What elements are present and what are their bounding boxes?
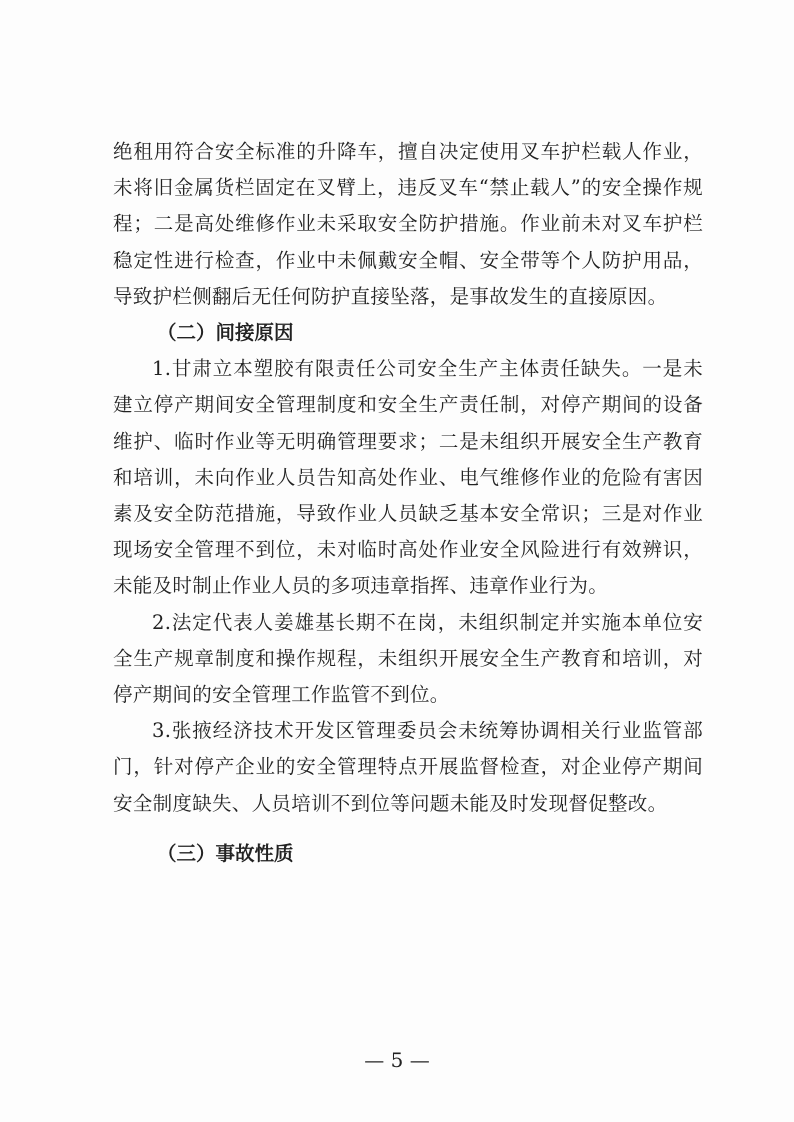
- document-body: [113, 134, 703, 872]
- paragraph-item-3: 3.张掖经济技术开发区管理委员会未统筹协调相关行业监管部门，针对停产企业的安全管理特点开展监督检查，对企业停产期间安全制度缺失、人员培训不到位等问题未能及时发现督促整改。: [113, 719, 703, 815]
- paragraph-item-1: 1.甘肃立本塑胶有限责任公司安全生产主体责任缺失。一是未建立停产期间安全管理制度和安全生产责任制，对停产期间的设备维护、临时作业等无明确管理要求；二是未组织开展安全生产教育和培训，未向作业人员告知高处作业、电气维修作业的危险有害因素及安全防范措施，导致作业人员缺乏基本安全常识；三是对作业现场安全管理不到位，未对临时高处作业安全风险进行有效辨识，未能及时制止作业人员的多项违章指挥、违章作业行为。: [113, 357, 703, 598]
- continuation-paragraph: 绝租用符合安全标准的升降车，擅自决定使用叉车护栏载人作业，未将旧金属货栏固定在叉臂上，违反叉车“禁止载人”的安全操作规程；二是高处维修作业未采取安全防护措施。作业前未对叉车护栏稳定性进行检查，作业中未佩戴安全帽、安全带等个人防护用品，导致护栏侧翻后无任何防护直接坠落，是事故发生的直接原因。: [113, 140, 703, 308]
- page-number: — 5 —: [364, 1048, 430, 1072]
- section-heading-accident-nature: （三）事故性质: [157, 841, 294, 865]
- section-heading-indirect-causes: （二）间接原因: [157, 321, 294, 345]
- paragraph-item-2: 2.法定代表人姜雄基长期不在岗，未组织制定并实施本单位安全生产规章制度和操作规程，未组织开展安全生产教育和培训，对停产期间的安全管理工作监管不到位。: [113, 610, 703, 707]
